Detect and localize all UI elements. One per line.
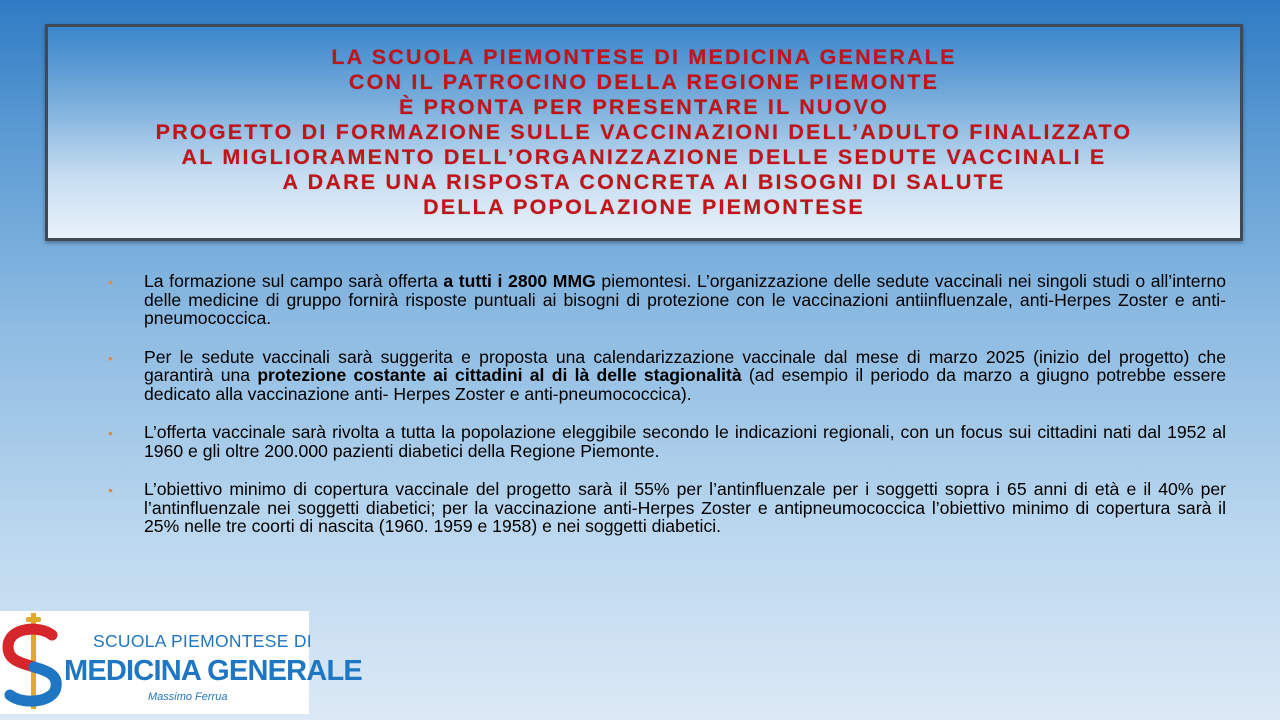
bullet-text: La formazione sul campo sarà offerta xyxy=(144,271,444,291)
bullet-marker: • xyxy=(108,349,113,366)
bullet-text: L’offerta vaccinale sarà rivolta a tutta la popolazione eleggibile secondo le indicazioni regionali, con un focus sui cittadini nati dal 1952 al 1960 e gli oltre 200.000 pazienti diabetici della Regione Piemonte. xyxy=(144,422,1226,461)
logo-text-line2: MEDICINA GENERALE xyxy=(64,655,362,687)
school-logo xyxy=(0,611,362,714)
bullet-text: piemontesi. L’organizzazione delle sedute vaccinali nei singoli studi o all’interno delle medicine di gruppo fornirà risposte puntuali ai bisogni di protezione con le vaccinazioni antiinfluenzale, anti-Herpes Zoster e anti-pneumococcica. xyxy=(144,271,1227,328)
logo-text-line3: Massimo Ferrua xyxy=(148,691,228,703)
title-line: A DARE UNA RISPOSTA CONCRETA AI BISOGNI DI SALUTE xyxy=(282,170,1006,194)
bullet-list xyxy=(106,272,1226,556)
bullet-item xyxy=(106,480,1226,536)
title-line: DELLA POPOLAZIONE PIEMONTESE xyxy=(423,195,865,219)
bullet-marker: • xyxy=(108,274,113,290)
title-line: È PRONTA PER PRESENTARE IL NUOVO xyxy=(398,95,890,119)
bullet-bold-text: a tutti i 2800 MMG xyxy=(443,271,596,291)
logo-text-line1: SCUOLA PIEMONTESE DI xyxy=(93,631,312,651)
bullet-marker: • xyxy=(108,482,113,498)
bullet-text: (ad esempio il periodo da marzo a giugno potrebbe essere dedicato alla vaccinazione anti- Herpes Zoster e anti-pneumococcica). xyxy=(144,365,1226,404)
title-line: PROGETTO DI FORMAZIONE SULLE VACCINAZIONI DELL’ADULTO FINALIZZATO xyxy=(155,120,1133,144)
bullet-text: Per le sedute vaccinali sarà suggerita e proposta una calendarizzazione vaccinale dal mese di marzo 2025 (inizio del progetto) che garantirà una xyxy=(144,346,1226,385)
title-line: CON IL PATROCINO DELLA REGIONE PIEMONTE xyxy=(348,70,940,94)
title-banner xyxy=(45,24,1243,241)
title-line: AL MIGLIORAMENTO DELL’ORGANIZZAZIONE DELLE SEDUTE VACCINALI E xyxy=(181,145,1107,169)
title-line: LA SCUOLA PIEMONTESE DI MEDICINA GENERALE xyxy=(331,45,957,69)
bullet-item xyxy=(106,348,1226,404)
bullet-item xyxy=(106,272,1226,328)
bullet-marker: • xyxy=(108,425,113,441)
bullet-item xyxy=(106,423,1226,460)
caduceus-s-icon xyxy=(0,611,70,714)
bullet-bold-text: protezione costante ai cittadini al di là delle stagionalità xyxy=(257,365,742,385)
bullet-text: L’obiettivo minimo di copertura vaccinale del progetto sarà il 55% per l’antinfluenzale per i soggetti sopra i 65 anni di età e il 40% per l’antinfluenzale nei soggetti diabetici; per la vaccinazione anti-Herpes Zoster e antipneumococcica l’obiettivo minimo di copertura sarà il 25% nelle tre coorti di nascita (1960. 1959 e 1958) e nei soggetti diabetici. xyxy=(144,479,1226,536)
